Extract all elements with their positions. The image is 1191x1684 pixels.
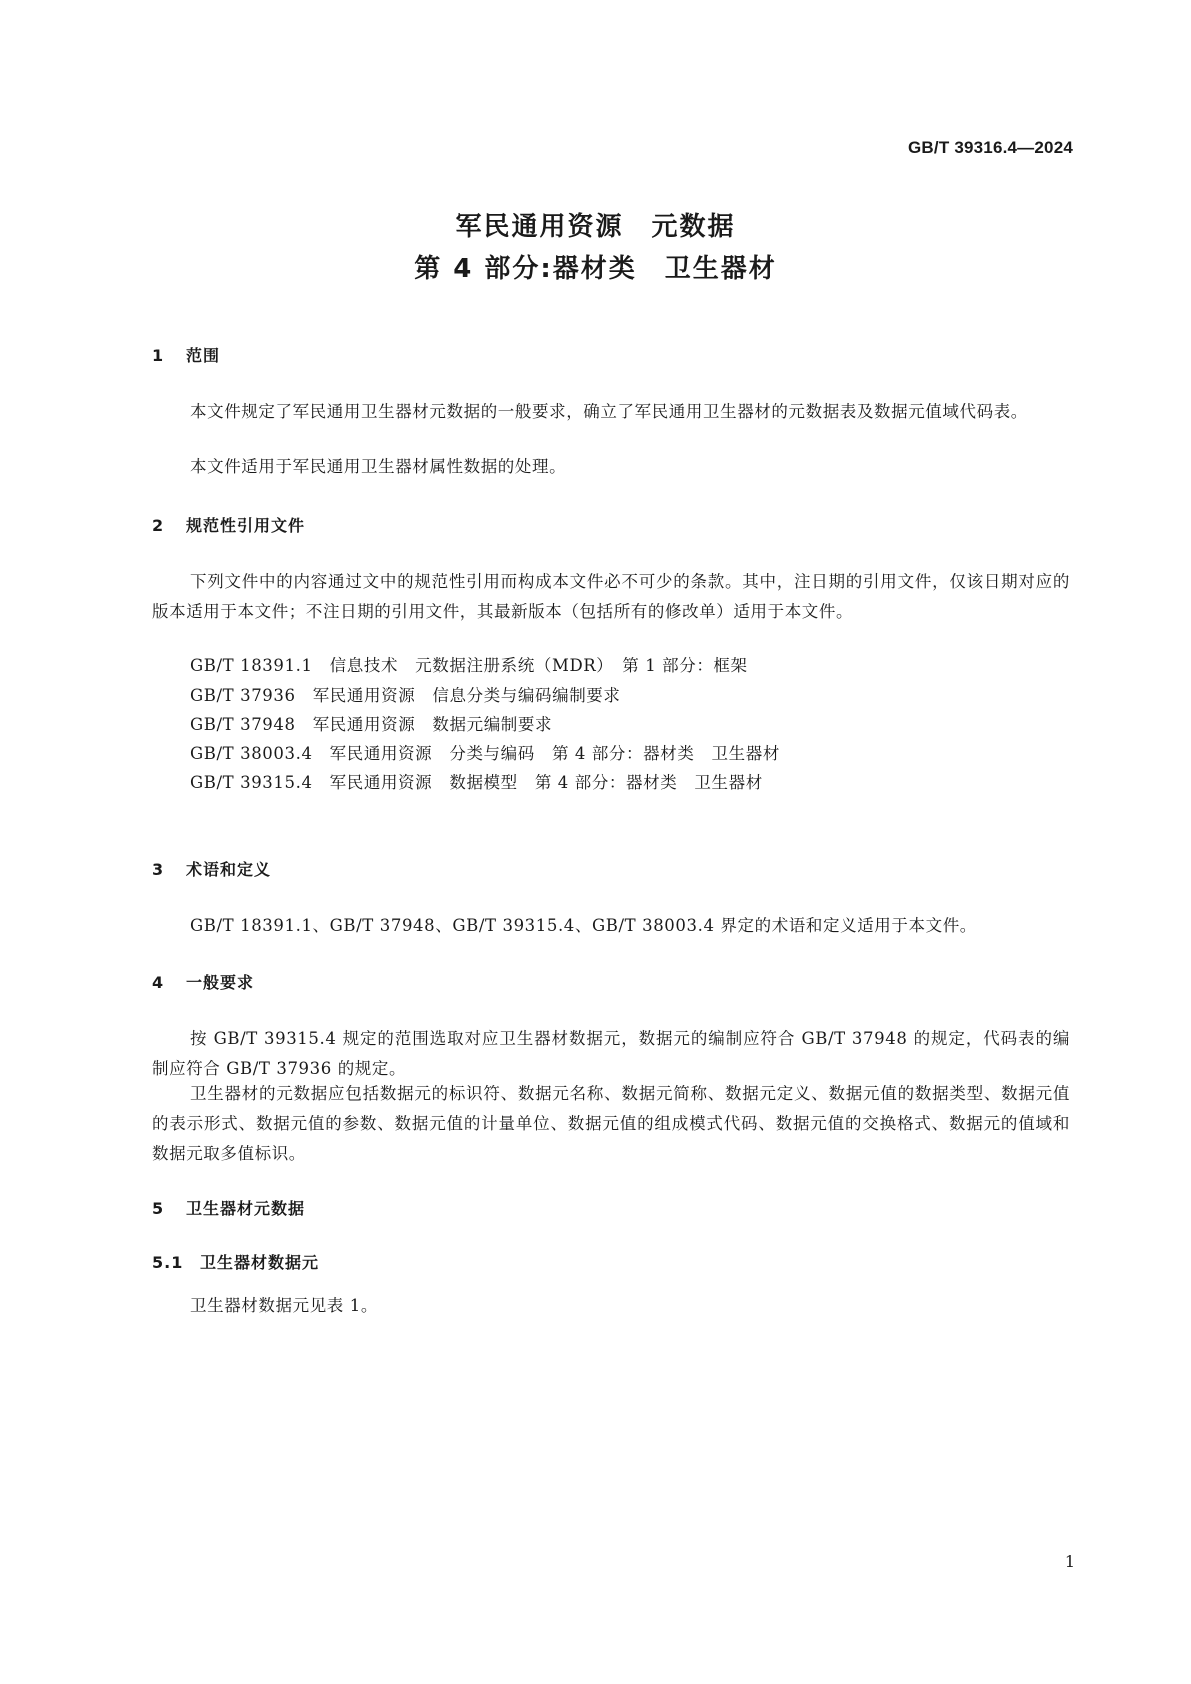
section-5-1-heading [152,1250,319,1273]
page-number: 1 [1064,1552,1075,1571]
section-3-text: GB/T 18391.1、GB/T 37948、GB/T 39315.4、GB/T 38003.4 界定的术语和定义适用于本文件。 [190,916,977,935]
section-2-title: 规范性引用文件 [186,516,306,535]
section-4-number: 4 [152,973,165,992]
section-2-heading [152,513,305,536]
section-3-heading [152,857,271,880]
reference-item: GB/T 37948 军民通用资源 数据元编制要求 [190,715,553,734]
section-1-title: 范围 [186,346,221,365]
section-4-paragraph-2: 卫生器材的元数据应包括数据元的标识符、数据元名称、数据元简称、数据元定义、数据元值的数据类型、数据元值的表示形式、数据元值的参数、数据元值的计量单位、数据元值的组成模式代码、数据元值的交换格式、数据元的值域和数据元取多值标识。 [152,1084,1070,1163]
reference-item: GB/T 37936 军民通用资源 信息分类与编码编制要求 [190,686,621,705]
section-4-heading [152,970,254,993]
section-5-1-title: 卫生器材数据元 [200,1253,320,1272]
section-1-paragraph-2: 本文件适用于军民通用卫生器材属性数据的处理。 [190,457,567,476]
section-2-intro: 下列文件中的内容通过文中的规范性引用而构成本文件必不可少的条款。其中，注日期的引用文件，仅该日期对应的版本适用于本文件；不注日期的引用文件，其最新版本（包括所有的修改单）适用于本文件。 [152,572,1070,621]
reference-item: GB/T 39315.4 军民通用资源 数据模型 第 4 部分：器材类 卫生器材 [190,773,763,792]
document-title-line-2: 第 4 部分:器材类 卫生器材 [414,254,777,284]
section-5-title: 卫生器材元数据 [186,1199,306,1218]
section-1-heading [152,343,220,366]
standard-code: GB/T 39316.4—2024 [908,138,1073,157]
section-4-title: 一般要求 [186,973,255,992]
section-3-number: 3 [152,860,165,879]
section-3-title: 术语和定义 [186,860,272,879]
reference-item: GB/T 38003.4 军民通用资源 分类与编码 第 4 部分：器材类 卫生器材 [190,744,780,763]
section-2-number: 2 [152,516,165,535]
section-4-paragraph-1: 按 GB/T 39315.4 规定的范围选取对应卫生器材数据元，数据元的编制应符合 GB/T 37948 的规定，代码表的编制应符合 GB/T 37936 的规定。 [152,1029,1070,1078]
reference-item: GB/T 18391.1 信息技术 元数据注册系统（MDR） 第 1 部分：框架 [190,656,748,675]
section-1-paragraph-1: 本文件规定了军民通用卫生器材元数据的一般要求，确立了军民通用卫生器材的元数据表及数据元值域代码表。 [190,402,1028,421]
section-1-number: 1 [152,346,165,365]
document-title-line-1: 军民通用资源 元数据 [455,212,736,242]
section-5-number: 5 [152,1199,165,1218]
section-5-heading [152,1196,305,1219]
section-5-1-number: 5.1 [152,1253,184,1272]
section-5-1-text: 卫生器材数据元见表 1。 [190,1296,378,1315]
